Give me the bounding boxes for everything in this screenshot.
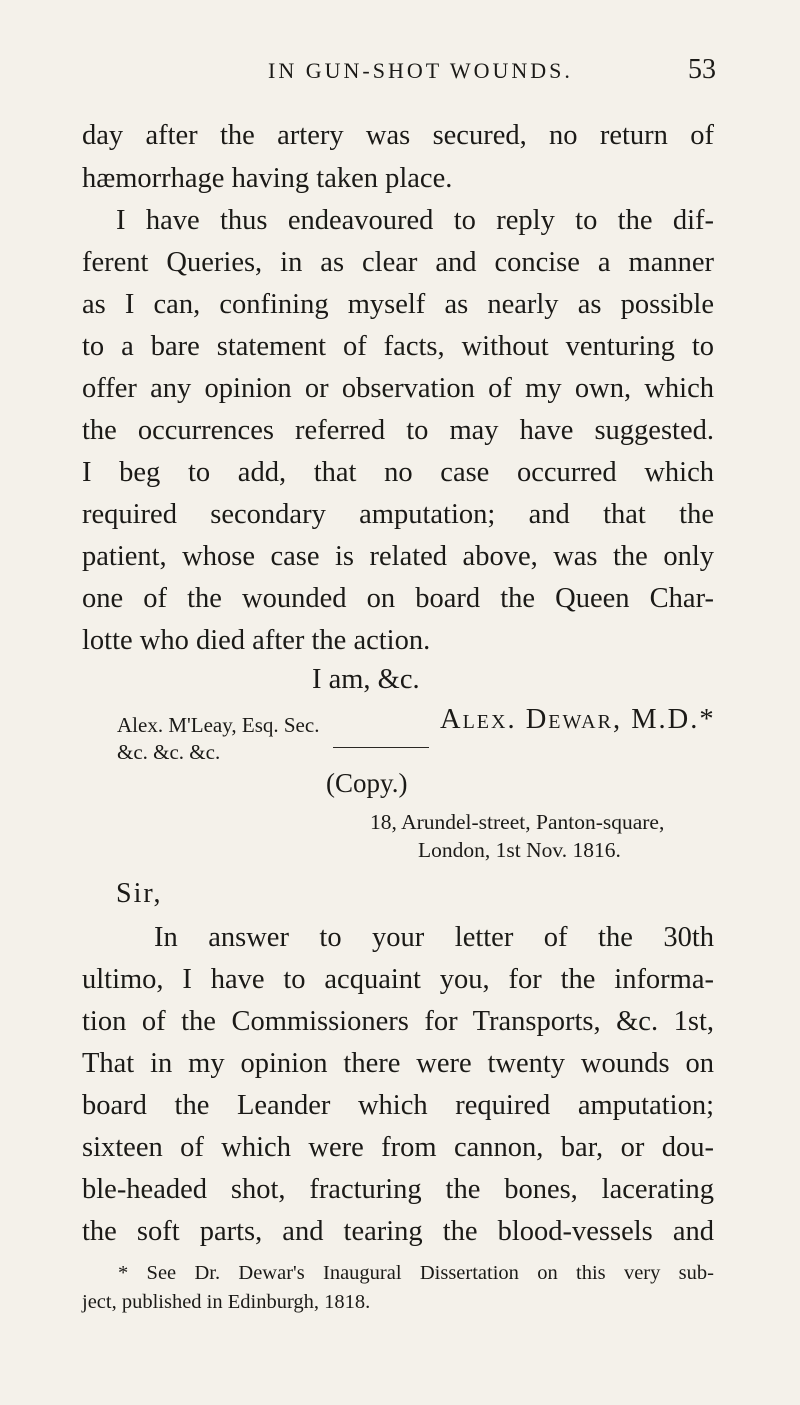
- section-divider: [333, 747, 429, 748]
- text-line: patient, whose case is related above, was the only: [82, 541, 714, 572]
- date-line: London, 1st Nov. 1816.: [418, 838, 621, 862]
- salutation: Sir,: [116, 878, 163, 909]
- text-line: In answer to your letter of the 30th: [154, 922, 714, 953]
- text-line: I have thus endeavoured to reply to the dif-: [116, 205, 714, 236]
- text-line: as I can, confining myself as nearly as possible: [82, 289, 714, 320]
- text-line: That in my opinion there were twenty wounds on: [82, 1048, 714, 1079]
- text-line: ble-headed shot, fracturing the bones, lacerating: [82, 1174, 714, 1205]
- text-line: offer any opinion or observation of my own, which: [82, 373, 714, 404]
- addressee-line: &c. &c. &c.: [117, 740, 221, 764]
- text-line: required secondary amputation; and that the: [82, 499, 714, 530]
- text-line: board the Leander which required amputation;: [82, 1090, 714, 1121]
- valediction: I am, &c.: [312, 664, 420, 695]
- footnote-line: ject, published in Edinburgh, 1818.: [82, 1291, 371, 1313]
- text-line: day after the artery was secured, no return of: [82, 120, 714, 151]
- footnote-line: * See Dr. Dewar's Inaugural Dissertation on this very sub-: [118, 1262, 714, 1284]
- signature: Alex. Dewar, M.D.*: [440, 704, 716, 735]
- text-line: ultimo, I have to acquaint you, for the informa-: [82, 964, 714, 995]
- text-line: hæmorrhage having taken place.: [82, 163, 453, 194]
- copy-label: (Copy.): [326, 768, 408, 798]
- text-line: the soft parts, and tearing the blood-vessels and: [82, 1216, 714, 1247]
- text-line: lotte who died after the action.: [82, 625, 431, 656]
- addressee-line: Alex. M'Leay, Esq. Sec.: [117, 713, 320, 737]
- running-head: IN GUN-SHOT WOUNDS.: [268, 58, 573, 83]
- text-line: I beg to add, that no case occurred which: [82, 457, 714, 488]
- text-line: ferent Queries, in as clear and concise a manner: [82, 247, 714, 278]
- text-line: to a bare statement of facts, without venturing to: [82, 331, 714, 362]
- page-number: 53: [688, 54, 716, 85]
- text-line: one of the wounded on board the Queen Char-: [82, 583, 714, 614]
- text-line: the occurrences referred to may have suggested.: [82, 415, 714, 446]
- address-line: 18, Arundel-street, Panton-square,: [370, 810, 665, 834]
- text-line: tion of the Commissioners for Transports, &c. 1st,: [82, 1006, 714, 1037]
- text-line: sixteen of which were from cannon, bar, or dou-: [82, 1132, 714, 1163]
